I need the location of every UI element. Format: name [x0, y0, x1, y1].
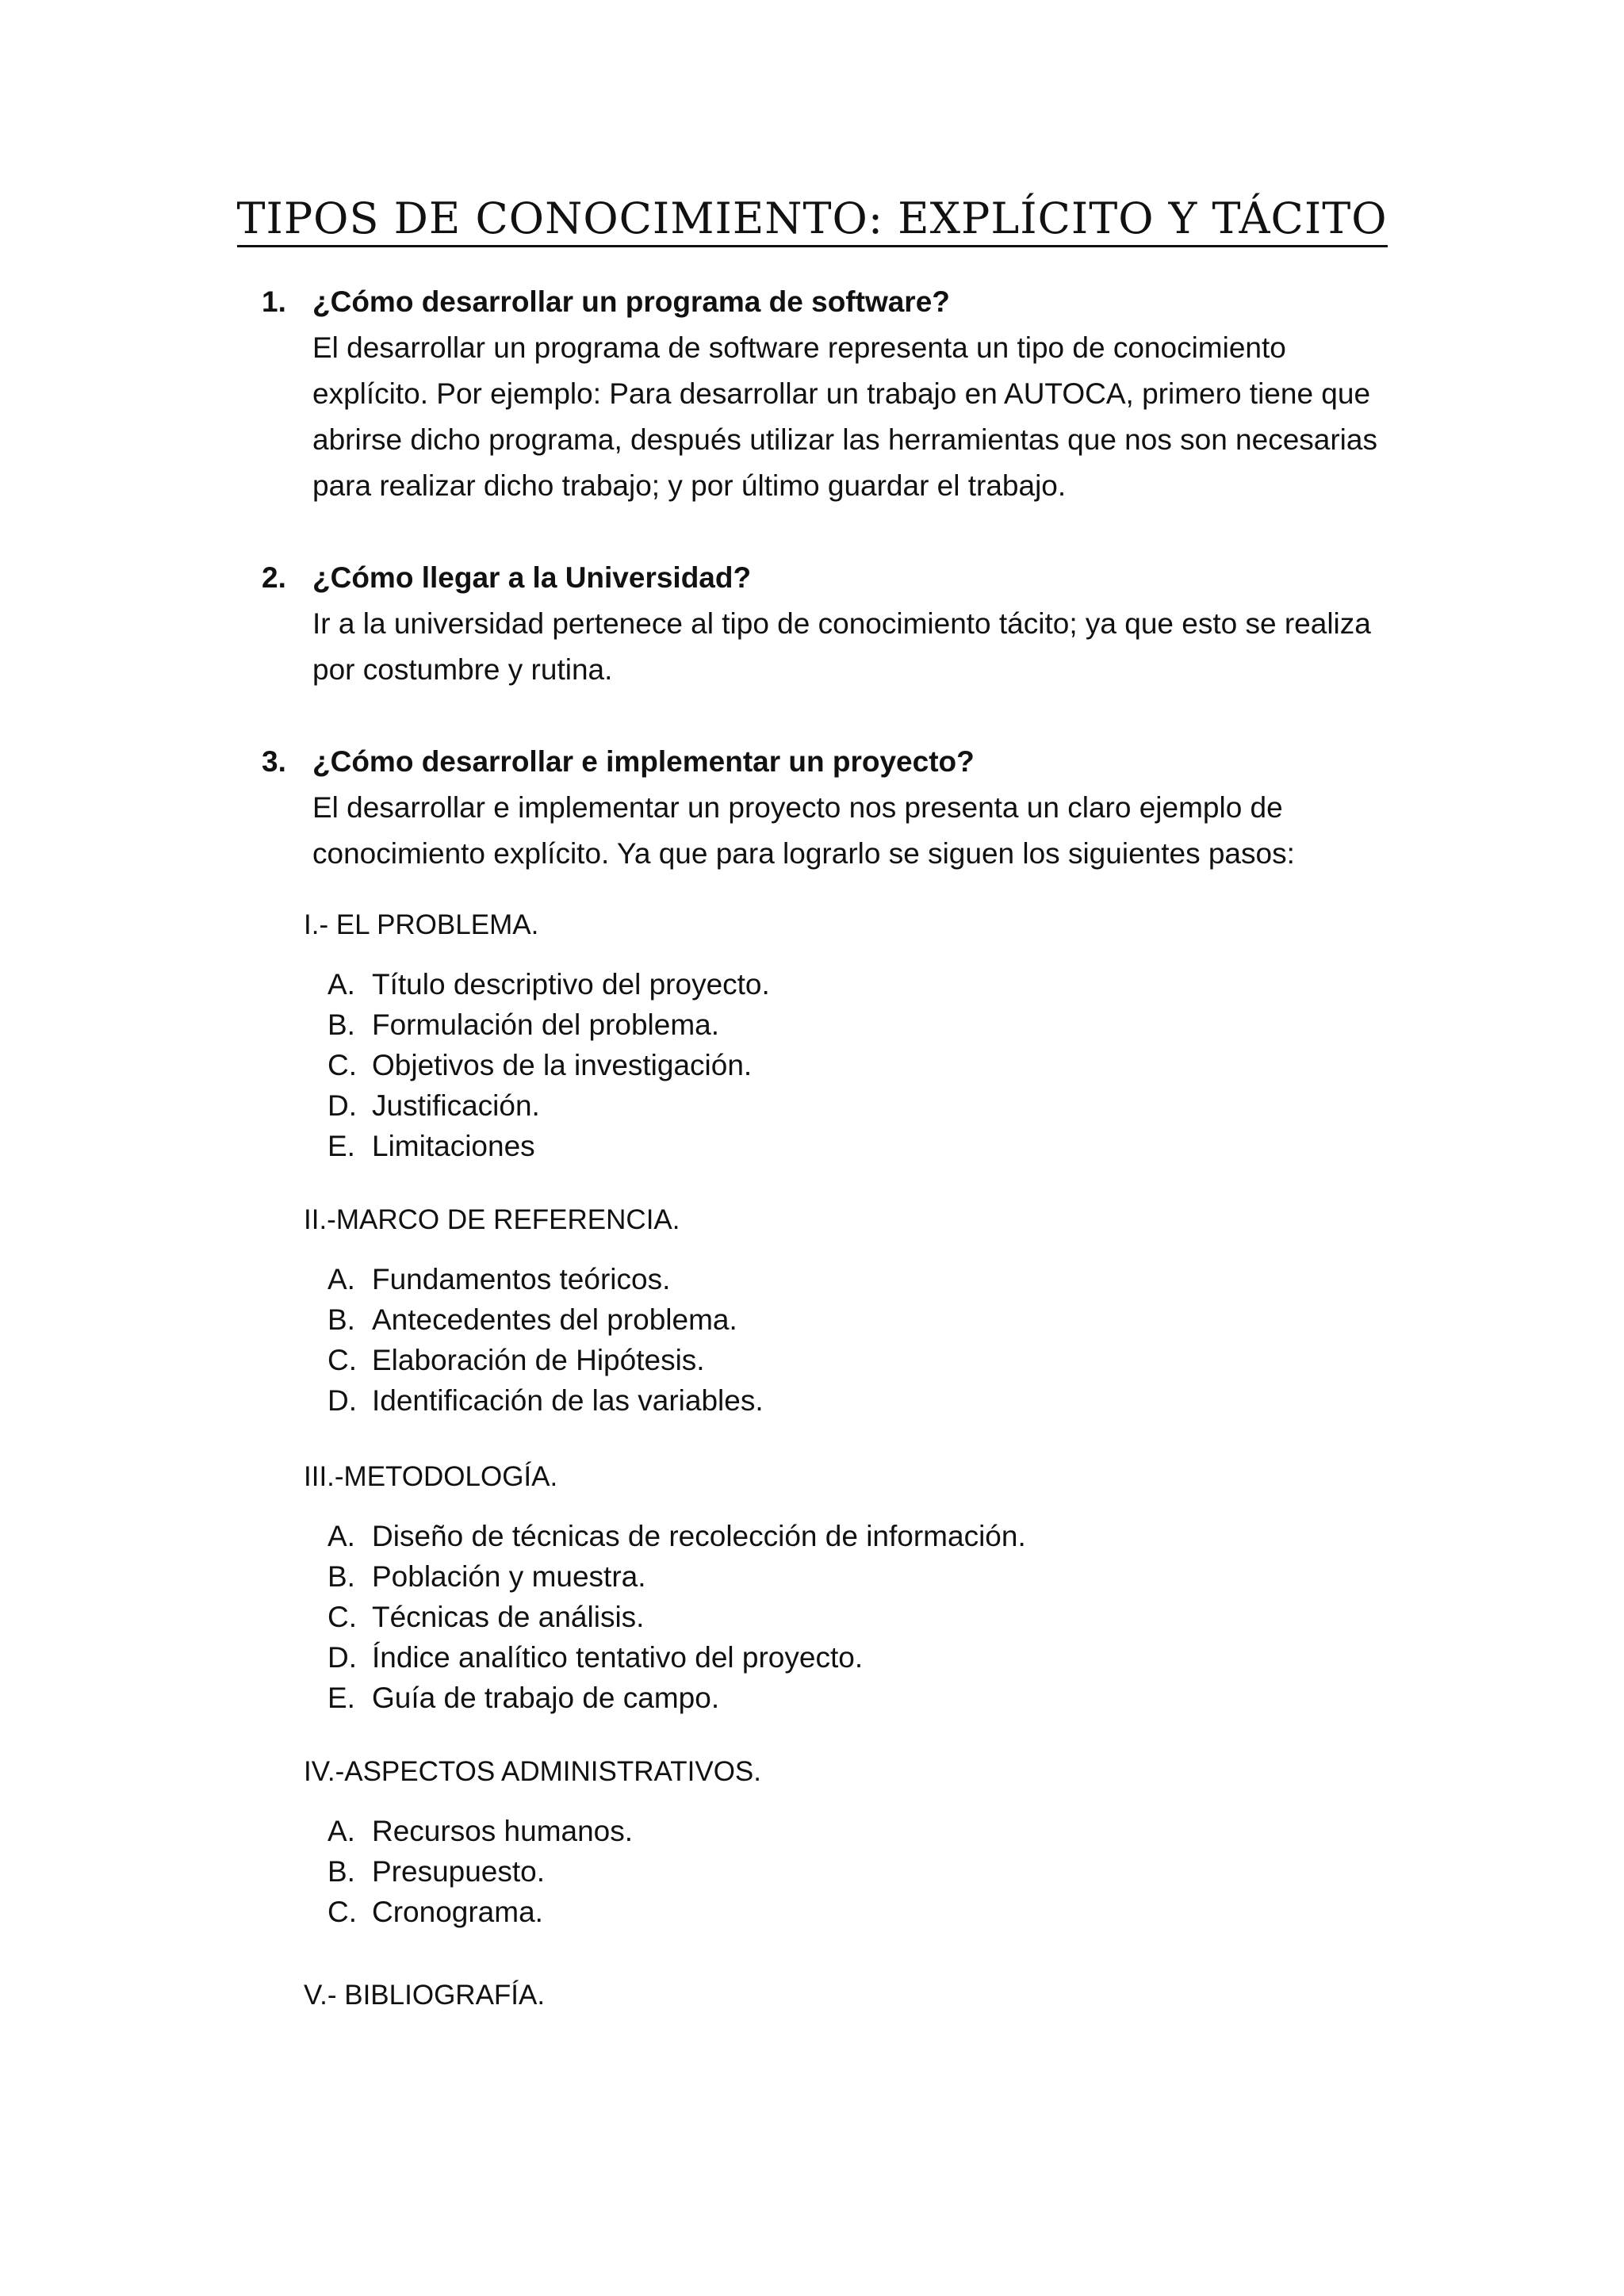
section-aspectos-administrativos: [304, 1752, 1414, 1932]
answer-line: explícito. Por ejemplo: Para desarrollar un trabajo en AUTOCA, primero tiene que: [312, 377, 1371, 410]
item-text: Antecedentes del problema.: [372, 1303, 737, 1336]
section-metodologia: [304, 1457, 1414, 1718]
answer-line: El desarrollar un programa de software representa un tipo de conocimiento: [312, 331, 1286, 364]
list-item: [304, 1085, 1414, 1126]
item-text: Población y muestra.: [372, 1560, 646, 1593]
question-3: [262, 739, 1411, 877]
list-item: [304, 1340, 1414, 1380]
question-text: ¿Cómo llegar a la Universidad?: [312, 561, 752, 594]
item-letter: D.: [327, 1641, 357, 1674]
item-text: Presupuesto.: [372, 1855, 546, 1888]
section-title: III.-METODOLOGÍA.: [304, 1461, 558, 1492]
list-item: [304, 1516, 1414, 1556]
item-text: Recursos humanos.: [372, 1815, 634, 1847]
list-item: [304, 1637, 1414, 1678]
question-heading: [262, 279, 1411, 325]
document-title: [0, 187, 1624, 251]
answer-line: conocimiento explícito. Ya que para lograrlo se siguen los siguientes pasos:: [312, 837, 1295, 870]
section-problema: [304, 905, 1414, 1166]
answer-line: abrirse dicho programa, después utilizar las herramientas que nos son necesarias: [312, 423, 1377, 456]
item-text: Formulación del problema.: [372, 1008, 720, 1041]
section-list: [304, 964, 1414, 1166]
item-text: Identificación de las variables.: [372, 1384, 764, 1417]
item-letter: A.: [327, 968, 355, 1001]
question-text: ¿Cómo desarrollar un programa de software?: [312, 285, 950, 318]
question-1: [262, 279, 1411, 509]
item-letter: B.: [327, 1303, 355, 1336]
list-item: [304, 1380, 1414, 1421]
item-letter: C.: [327, 1049, 357, 1081]
list-item: [304, 1299, 1414, 1340]
section-list: [304, 1516, 1414, 1718]
list-item: [304, 1556, 1414, 1597]
item-letter: E.: [327, 1130, 355, 1162]
item-text: Diseño de técnicas de recolección de información.: [372, 1520, 1026, 1552]
item-text: Limitaciones: [372, 1130, 535, 1162]
question-answer: [312, 325, 1411, 509]
section-list: [304, 1259, 1414, 1421]
item-text: Guía de trabajo de campo.: [372, 1682, 720, 1714]
section-bibliografia: [304, 1976, 1414, 2015]
document-title-text: TIPOS DE CONOCIMIENTO: EXPLÍCITO Y TÁCITO: [237, 193, 1388, 247]
list-item: [304, 964, 1414, 1004]
section-title: II.-MARCO DE REFERENCIA.: [304, 1204, 680, 1235]
list-item: [304, 1851, 1414, 1892]
section-title: IV.-ASPECTOS ADMINISTRATIVOS.: [304, 1756, 761, 1787]
item-letter: B.: [327, 1560, 355, 1593]
question-heading: [262, 555, 1411, 601]
item-letter: D.: [327, 1384, 357, 1417]
item-text: Índice analítico tentativo del proyecto.: [372, 1641, 864, 1674]
list-item: [304, 1811, 1414, 1851]
section-marco-referencia: [304, 1200, 1414, 1421]
item-text: Elaboración de Hipótesis.: [372, 1344, 705, 1376]
answer-line: El desarrollar e implementar un proyecto nos presenta un claro ejemplo de: [312, 791, 1283, 824]
item-letter: A.: [327, 1263, 355, 1295]
question-number: 3.: [262, 745, 286, 778]
question-heading: [262, 739, 1411, 785]
question-text: ¿Cómo desarrollar e implementar un proyecto?: [312, 745, 975, 778]
question-2: [262, 555, 1411, 693]
question-answer: [312, 601, 1411, 693]
item-letter: E.: [327, 1682, 355, 1714]
list-item: [304, 1004, 1414, 1045]
item-letter: C.: [327, 1601, 357, 1633]
item-letter: A.: [327, 1815, 355, 1847]
item-text: Objetivos de la investigación.: [372, 1049, 753, 1081]
item-letter: B.: [327, 1855, 355, 1888]
answer-line: Ir a la universidad pertenece al tipo de conocimiento tácito; ya que esto se realiza: [312, 607, 1371, 640]
item-letter: C.: [327, 1896, 357, 1928]
list-item: [304, 1597, 1414, 1637]
question-number: 1.: [262, 285, 286, 318]
section-list: [304, 1811, 1414, 1932]
item-text: Fundamentos teóricos.: [372, 1263, 671, 1295]
list-item: [304, 1892, 1414, 1932]
question-number: 2.: [262, 561, 286, 594]
item-text: Justificación.: [372, 1089, 540, 1122]
question-answer: [312, 785, 1411, 877]
list-item: [304, 1259, 1414, 1299]
section-title: I.- EL PROBLEMA.: [304, 909, 539, 940]
item-text: Título descriptivo del proyecto.: [372, 968, 770, 1001]
item-letter: B.: [327, 1008, 355, 1041]
section-title: V.- BIBLIOGRAFÍA.: [304, 1980, 546, 2011]
item-text: Técnicas de análisis.: [372, 1601, 645, 1633]
item-letter: A.: [327, 1520, 355, 1552]
answer-line: para realizar dicho trabajo; y por último guardar el trabajo.: [312, 469, 1067, 502]
item-letter: C.: [327, 1344, 357, 1376]
list-item: [304, 1045, 1414, 1085]
answer-line: por costumbre y rutina.: [312, 653, 613, 686]
item-letter: D.: [327, 1089, 357, 1122]
list-item: [304, 1126, 1414, 1166]
list-item: [304, 1678, 1414, 1718]
item-text: Cronograma.: [372, 1896, 543, 1928]
